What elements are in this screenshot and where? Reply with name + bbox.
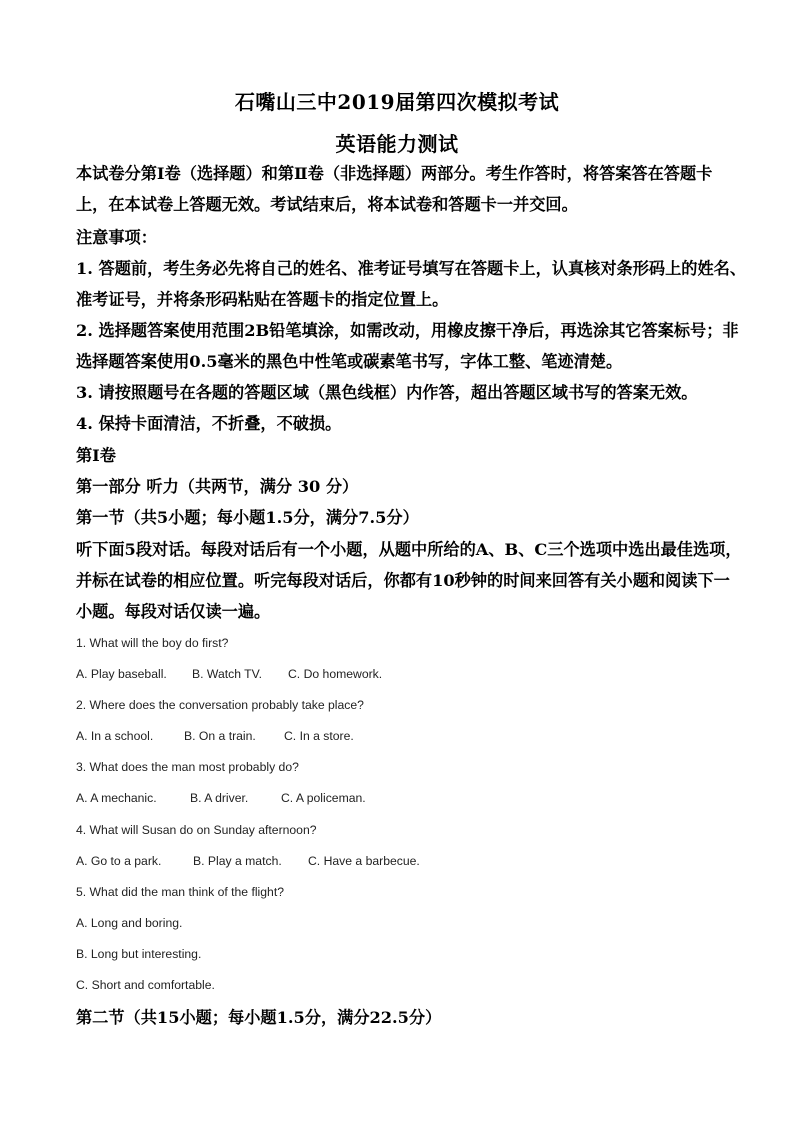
question-options [76,666,382,682]
question-options [76,853,420,869]
note-line: 2. 选择题答案使用范围2B铅笔填涂，如需改动，用橡皮擦干净后，再选涂其它答案标号；非 [76,321,739,340]
question-text: 2. Where does the conversation probably take place? [76,698,364,712]
question-options [76,728,354,744]
instruction-line: 并标在试卷的相应位置。听完每段对话后，你都有10秒钟的时间来回答有关小题和阅读下一 [76,571,730,590]
part-heading: 第一部分 听力（共两节，满分 30 分） [76,477,359,496]
section-heading: 第二节（共15小题；每小题1.5分，满分22.5分） [76,1008,442,1027]
option-a: A. A mechanic. [76,791,157,805]
intro-line: 本试卷分第Ⅰ卷（选择题）和第Ⅱ卷（非选择题）两部分。考生作答时，将答案答在答题卡 [76,164,713,183]
option-a: A. Go to a park. [76,854,162,868]
question-text: 1. What will the boy do first? [76,636,229,650]
note-line: 1. 答题前，考生务必先将自己的姓名、准考证号填写在答题卡上，认真核对条形码上的姓名、 [76,259,747,278]
instruction-line: 小题。每段对话仅读一遍。 [76,602,271,621]
question-text: 3. What does the man most probably do? [76,760,299,774]
intro-line: 上，在本试卷上答题无效。考试结束后，将本试卷和答题卡一并交回。 [76,195,578,214]
option-c: C. Have a barbecue. [308,854,420,868]
option-b: B. A driver. [190,791,249,805]
question-text: 5. What did the man think of the flight? [76,885,284,899]
option-c: C. A policeman. [281,791,366,805]
exam-subtitle: 英语能力测试 [335,132,459,156]
instruction-line: 听下面5段对话。每段对话后有一个小题，从题中所给的A、B、C三个选项中选出最佳选项， [76,540,742,559]
note-line: 3. 请按照题号在各题的答题区域（黑色线框）内作答，超出答题区域书写的答案无效。 [76,383,698,402]
option-c: C. In a store. [284,729,354,743]
exam-title: 石嘴山三中2019届第四次模拟考试 [234,90,560,114]
note-line: 准考证号，并将条形码粘贴在答题卡的指定位置上。 [76,290,449,309]
question-options [76,790,366,806]
option-b: B. Play a match. [193,854,282,868]
option-a: A. Long and boring. [76,916,183,930]
volume-heading: 第I卷 [76,446,116,465]
option-b: B. Long but interesting. [76,947,202,961]
notes-heading: 注意事项： [76,228,157,247]
option-a: A. Play baseball. [76,667,167,681]
option-c: C. Do homework. [288,667,383,681]
question-text: 4. What will Susan do on Sunday afternoon? [76,823,317,837]
option-b: B. On a train. [184,729,256,743]
note-line: 选择题答案使用0.5毫米的黑色中性笔或碳素笔书写，字体工整、笔迹清楚。 [76,352,623,371]
section-heading: 第一节（共5小题；每小题1.5分，满分7.5分） [76,508,419,527]
option-a: A. In a school. [76,729,154,743]
option-c: C. Short and comfortable. [76,978,215,992]
note-line: 4. 保持卡面清洁，不折叠，不破损。 [76,414,342,433]
option-b: B. Watch TV. [192,667,262,681]
